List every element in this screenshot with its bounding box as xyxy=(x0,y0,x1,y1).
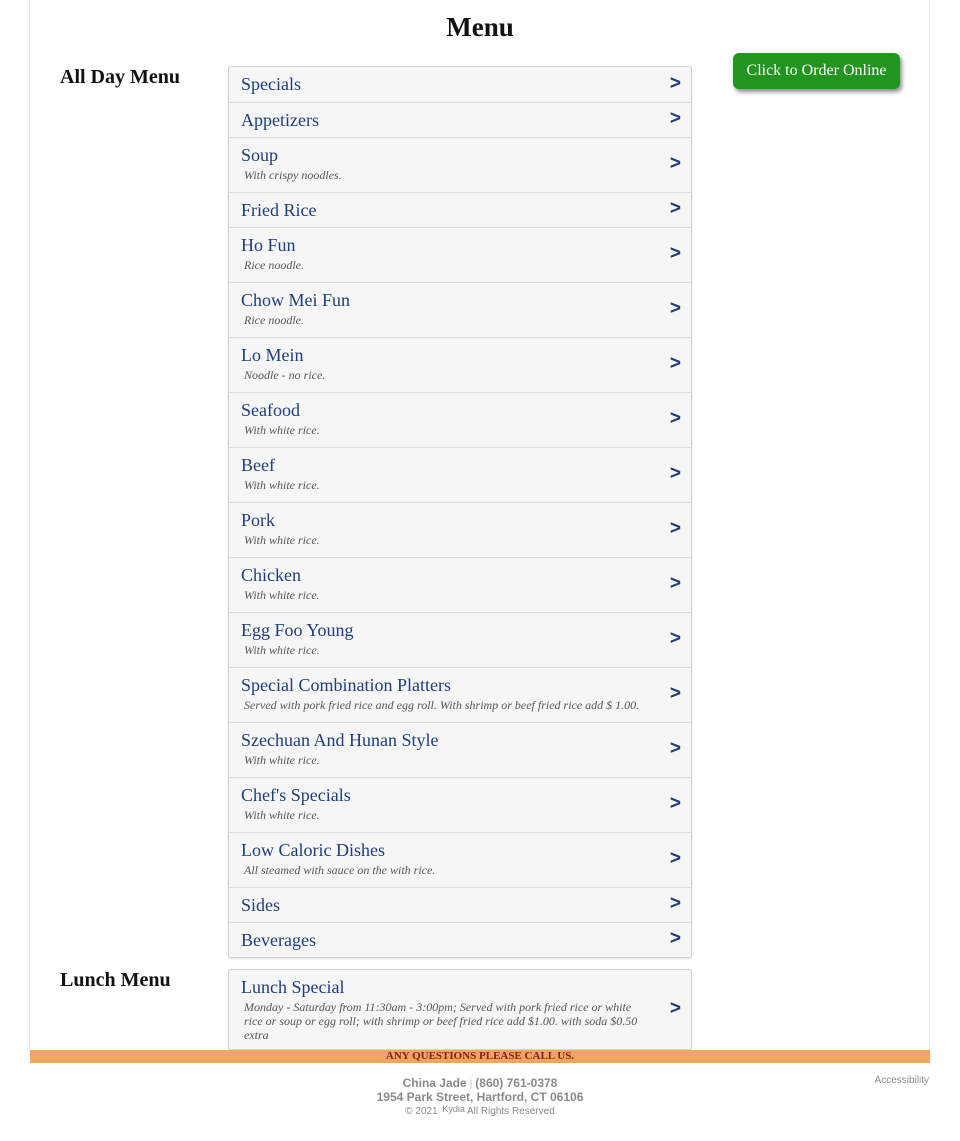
chevron-right-icon: > xyxy=(669,198,681,220)
call-us-banner: ANY QUESTIONS PLEASE CALL US. xyxy=(30,1050,930,1063)
category-name: Seafood xyxy=(241,400,300,420)
category-description: With white rice. xyxy=(244,533,320,547)
category-name: Pork xyxy=(241,510,276,530)
page-title: Menu xyxy=(446,12,514,42)
accessibility-link[interactable]: Accessibility xyxy=(874,1075,929,1086)
category-name: Chef's Specials xyxy=(241,785,351,805)
menu-category[interactable] xyxy=(229,102,691,137)
footer-address: 1954 Park Street, Hartford, CT 06106 xyxy=(376,1090,584,1104)
menu-category[interactable] xyxy=(229,667,691,722)
footer-contact xyxy=(0,1076,960,1090)
category-description: Monday - Saturday from 11:30am - 3:00pm; Served with pork fried rice or white rice or soup or egg roll; with shrimp or beef fried rice add $1.00. with soda $0.50 extra xyxy=(244,1000,638,1042)
category-name: Low Caloric Dishes xyxy=(241,840,385,860)
category-name: Ho Fun xyxy=(241,235,296,255)
menu-category[interactable] xyxy=(229,557,691,612)
section-title-lunch: Lunch Menu xyxy=(60,969,171,991)
category-name: Sides xyxy=(241,895,281,915)
chevron-right-icon: > xyxy=(669,153,681,175)
category-name: Special Combination Platters xyxy=(241,675,451,695)
chevron-right-icon: > xyxy=(669,997,681,1019)
category-description: Served with pork fried rice and egg roll. With shrimp or beef fried rice add $ 1.00. xyxy=(244,698,640,712)
category-name: Chow Mei Fun xyxy=(241,290,351,310)
chevron-right-icon: > xyxy=(669,243,681,265)
category-name: Specials xyxy=(241,74,301,94)
category-description: All steamed with sauce on the with rice. xyxy=(244,863,436,877)
all-day-category-list xyxy=(228,66,692,958)
category-description: With white rice. xyxy=(244,808,320,822)
section-title-all-day: All Day Menu xyxy=(60,66,180,88)
kydia-brand-link[interactable]: Kydia xyxy=(442,1104,465,1114)
category-description: With white rice. xyxy=(244,643,320,657)
rights-text: All Rights Reserved xyxy=(466,1106,555,1117)
menu-category[interactable] xyxy=(229,722,691,777)
menu-category[interactable] xyxy=(229,887,691,922)
menu-category[interactable] xyxy=(229,337,691,392)
category-name: Chicken xyxy=(241,565,301,585)
menu-category[interactable] xyxy=(229,282,691,337)
menu-category[interactable] xyxy=(229,137,691,192)
chevron-right-icon: > xyxy=(669,353,681,375)
chevron-right-icon: > xyxy=(669,72,681,94)
chevron-right-icon: > xyxy=(669,683,681,705)
category-name: Egg Foo Young xyxy=(241,620,354,640)
chevron-right-icon: > xyxy=(669,408,681,430)
chevron-right-icon: > xyxy=(669,928,681,950)
menu-category[interactable] xyxy=(229,612,691,667)
category-description: With white rice. xyxy=(244,478,320,492)
category-description: With white rice. xyxy=(244,588,320,602)
chevron-right-icon: > xyxy=(669,738,681,760)
menu-category[interactable] xyxy=(229,192,691,227)
chevron-right-icon: > xyxy=(669,573,681,595)
category-description: With white rice. xyxy=(244,753,320,767)
menu-category[interactable] xyxy=(229,922,691,957)
category-name: Beverages xyxy=(241,930,316,950)
category-name: Lo Mein xyxy=(241,345,304,365)
menu-category[interactable] xyxy=(229,447,691,502)
menu-category[interactable] xyxy=(229,970,691,1049)
menu-category[interactable] xyxy=(229,777,691,832)
chevron-right-icon: > xyxy=(669,848,681,870)
category-name: Appetizers xyxy=(241,110,319,130)
chevron-right-icon: > xyxy=(669,628,681,650)
menu-category[interactable] xyxy=(229,832,691,887)
category-description: Rice noodle. xyxy=(244,313,304,327)
category-description: With white rice. xyxy=(244,423,320,437)
category-description: Rice noodle. xyxy=(244,258,304,272)
category-name: Beef xyxy=(241,455,275,475)
menu-category[interactable] xyxy=(229,392,691,447)
phone-link[interactable]: (860) 761-0378 xyxy=(475,1076,558,1090)
menu-category[interactable] xyxy=(229,227,691,282)
category-name: Soup xyxy=(241,145,279,165)
copyright-text: © 2021 xyxy=(405,1106,438,1117)
chevron-right-icon: > xyxy=(669,298,681,320)
restaurant-name: China Jade xyxy=(402,1076,467,1090)
chevron-right-icon: > xyxy=(669,518,681,540)
category-description: With crispy noodles. xyxy=(244,168,342,182)
order-online-button[interactable]: Click to Order Online xyxy=(733,53,900,89)
category-description: Noodle - no rice. xyxy=(244,368,326,382)
chevron-right-icon: > xyxy=(669,793,681,815)
menu-category[interactable] xyxy=(229,502,691,557)
category-name: Szechuan And Hunan Style xyxy=(241,730,439,750)
lunch-category-list xyxy=(228,969,692,1050)
chevron-right-icon: > xyxy=(669,893,681,915)
footer-separator: | xyxy=(469,1079,473,1090)
chevron-right-icon: > xyxy=(669,463,681,485)
category-name: Lunch Special xyxy=(241,977,345,997)
category-name: Fried Rice xyxy=(241,200,317,220)
menu-category[interactable] xyxy=(229,67,691,102)
footer-copyright xyxy=(0,1106,960,1117)
chevron-right-icon: > xyxy=(669,108,681,130)
